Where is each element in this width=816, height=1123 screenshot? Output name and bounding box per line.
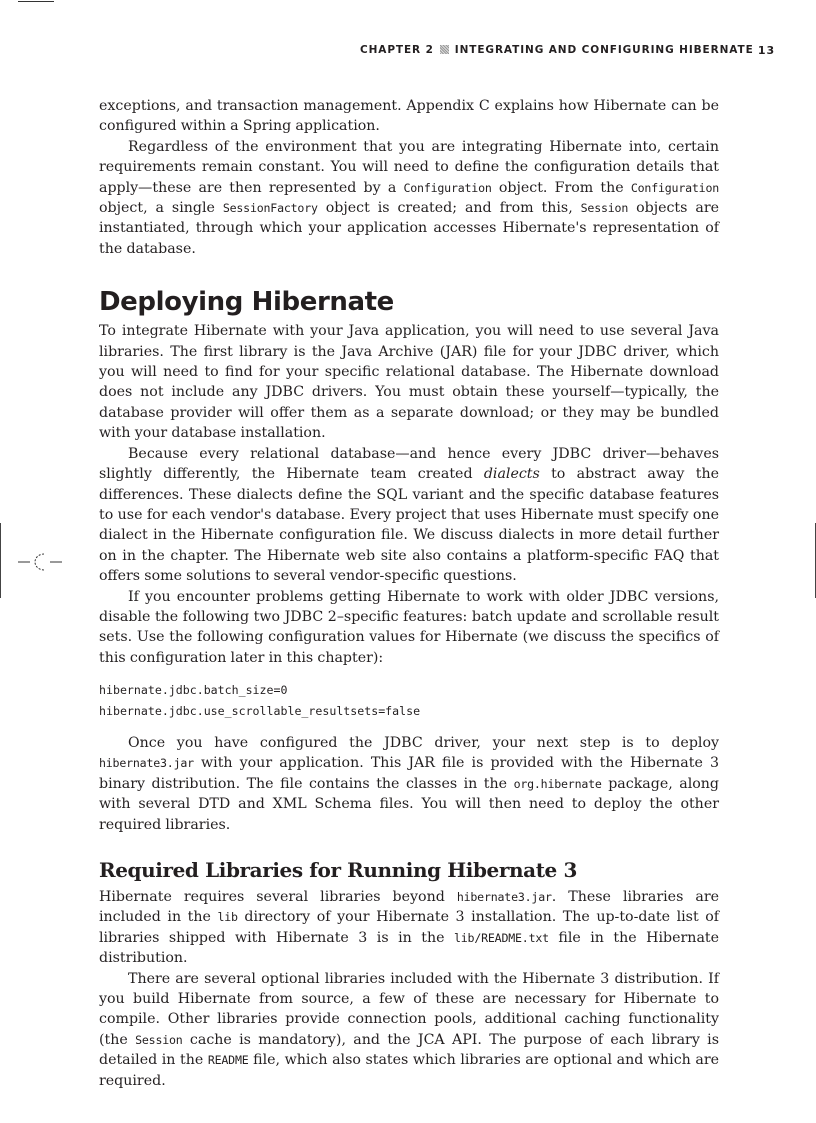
inline-code: Configuration: [403, 180, 492, 195]
registration-mark-icon: [18, 551, 62, 573]
chapter-title: INTEGRATING AND CONFIGURING HIBERNATE: [454, 44, 754, 56]
inline-code: Session: [580, 201, 629, 216]
deploying-paragraph-2: Because every relational database—and hence every JDBC driver—behaves slightly differently, the Hibernate team created dialects to abstract away the differences. These dialects define the SQL variant and the specific database features to use for each vendor's database. Every project that uses Hibernate must specify one dialect in the Hibernate configuration file. We discuss dialects in more detail further on in the chapter. The Hibernate web site also contains a platform-specific FAQ that offers some solutions to several vendor-specific questions.: [99, 445, 719, 585]
page-body: [99, 96, 719, 1091]
separator-icon: [440, 45, 449, 54]
subsection-heading-required-libraries: Required Libraries for Running Hibernate 3: [99, 858, 577, 882]
deploying-paragraph-4: Once you have configured the JDBC driver, your next step is to deploy hibernate3.jar with your application. This JAR file is provided with the Hibernate 3 binary distribution. The file contains the classes in the org.hibernate package, along with several DTD and XML Schema files. You will then need to deploy the other required libraries.: [99, 734, 719, 833]
inline-code: org.hibernate: [513, 776, 602, 791]
required-paragraph-1: Hibernate requires several libraries beyond hibernate3.jar. These libraries are included in the lib directory of your Hibernate 3 installation. The up-to-date list of libraries shipped with Hibernate 3 is in the lib/README.txt file in the Hibernate distribution.: [99, 889, 719, 967]
page-number: 13: [757, 44, 775, 57]
intro-paragraph-2: Regardless of the environment that you are integrating Hibernate into, certain requirements remain constant. You will need to define the configuration details that apply—these are then represented by a Configuration object. From the Configuration object, a single SessionFactory object is created; and from this, Session objects are instantiated, through which your application accesses Hibernate's representation of the database.: [99, 138, 719, 257]
inline-code: Session: [135, 1032, 183, 1047]
inline-code: lib: [217, 910, 238, 925]
section-heading-deploying: Deploying Hibernate: [99, 287, 394, 318]
inline-code: SessionFactory: [222, 201, 318, 216]
deploying-paragraph-1: To integrate Hibernate with your Java application, you will need to use several Java libraries. The first library is the Java Archive (JAR) file for your JDBC driver, which you will need to find for your specific relational database. The Hibernate download does not include any JDBC drivers. You must obtain these yourself—typically, the database provider will offer them as a separate download; or they may be bundled with your database installation.: [99, 323, 719, 442]
inline-code: Configuration: [630, 180, 719, 195]
deploying-paragraph-3: If you encounter problems getting Hibernate to work with older JDBC versions, disable the following two JDBC 2–specific features: batch update and scrollable result sets. Use the following configuration values for Hibernate (we discuss the specifics of this configuration later in this chapter):: [99, 588, 719, 666]
inline-code: hibernate3.jar: [99, 756, 194, 771]
chapter-label: CHAPTER 2: [360, 44, 434, 56]
inline-code: lib/README.txt: [453, 930, 549, 945]
code-line: hibernate.jdbc.use_scrollable_resultsets=false: [99, 703, 421, 718]
crop-mark-left: [0, 523, 1, 598]
code-listing: [99, 680, 719, 721]
required-paragraph-2: There are several optional libraries included with the Hibernate 3 distribution. If you build Hibernate from source, a few of these are necessary for Hibernate to compile. Other libraries provide connection pools, additional caching functionality (the Session cache is mandatory), and the JCA API. The purpose of each library is detailed in the README file, which also states which libraries are optional and which are required.: [99, 970, 719, 1089]
code-line: hibernate.jdbc.batch_size=0: [99, 683, 288, 698]
inline-code: README: [207, 1053, 249, 1068]
crop-mark-top: [18, 1, 54, 2]
intro-paragraph-1: exceptions, and transaction management. Appendix C explains how Hibernate can be configured within a Spring application.: [99, 98, 719, 135]
emphasis-term: dialects: [483, 466, 540, 483]
inline-code: hibernate3.jar: [456, 890, 552, 904]
running-header: [360, 44, 780, 56]
